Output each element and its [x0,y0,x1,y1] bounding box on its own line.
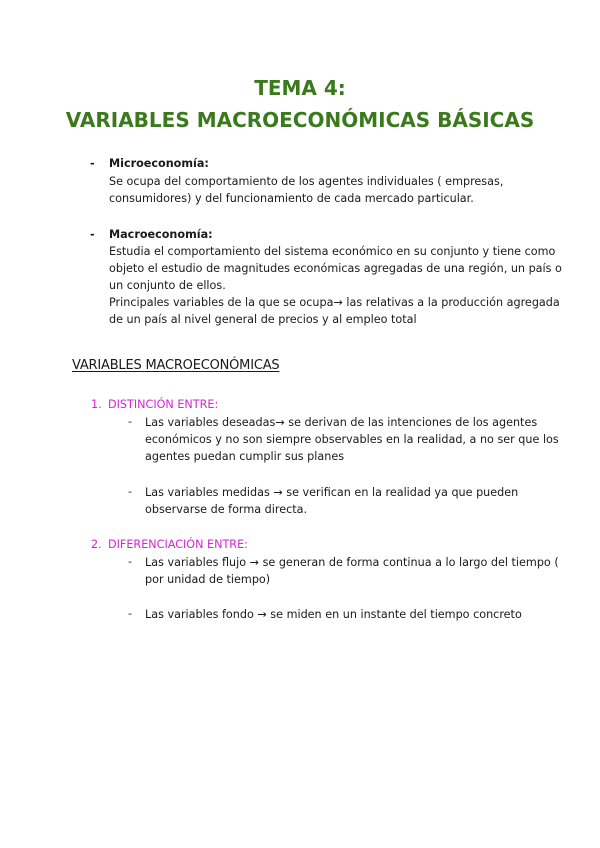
title-line-1: TEMA 4: [254,76,346,100]
macro-line: Principales variables de la que se ocupa→ las relativas a la producción agregada [109,296,560,309]
macro-heading: Macroeconomía: [109,228,213,241]
list-number: 1. [91,398,102,411]
title-line-2: VARIABLES MACROECONÓMICAS BÁSICAS [65,108,535,132]
sub-dash: - [128,555,132,568]
list-item-line: Las variables deseadas→ se derivan de las intenciones de los agentes [145,416,538,429]
macro-line: Estudia el comportamiento del sistema económico en su conjunto y tiene como [109,245,556,258]
list-number: 2. [91,538,102,551]
list-item-line: por unidad de tiempo) [145,573,271,586]
list-heading: DIFERENCIACIÓN ENTRE: [108,538,248,551]
sub-dash: - [128,415,132,428]
bullet-dash: - [90,157,95,170]
list-item-line: económicos y no son siempre observables en la realidad, a no ser que los [145,433,559,446]
sub-dash: - [128,485,132,498]
sub-dash: - [128,607,132,620]
micro-line: Se ocupa del comportamiento de los agentes individuales ( empresas, [109,175,504,188]
macro-line: un conjunto de ellos. [109,279,226,292]
list-heading: DISTINCIÓN ENTRE: [108,398,219,411]
macro-line: de un país al nivel general de precios y al empleo total [109,313,417,326]
list-item-line: Las variables medidas → se verifican en la realidad ya que pueden [145,486,519,499]
list-item-line: Las variables flujo → se generan de forma continua a lo largo del tiempo ( [145,556,559,569]
list-item-line: agentes puedan cumplir sus planes [145,450,345,463]
micro-line: consumidores) y del funcionamiento de cada mercado particular. [109,192,474,205]
macro-line: objeto el estudio de magnitudes económicas agregadas de una región, un país o [109,262,562,275]
micro-heading: Microeconomía: [109,157,209,170]
list-item-line: Las variables fondo → se miden en un instante del tiempo concreto [145,608,522,621]
list-item-line: observarse de forma directa. [145,503,308,516]
section-heading: VARIABLES MACROECONÓMICAS [72,358,280,373]
bullet-dash: - [90,228,95,241]
